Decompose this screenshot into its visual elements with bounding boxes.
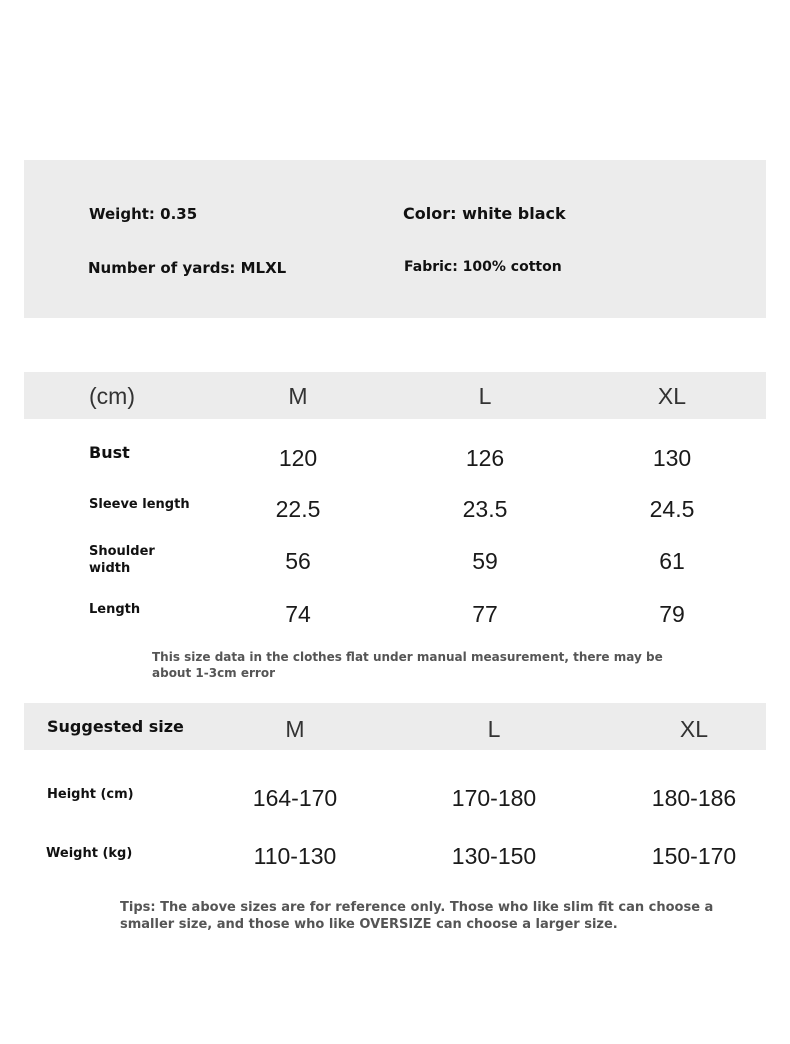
shoulder-m: 56 xyxy=(285,548,311,574)
length-xl: 79 xyxy=(659,601,685,627)
sleeve-xl: 24.5 xyxy=(649,496,695,522)
weight-m: 110-130 xyxy=(253,843,337,869)
shoulder-xl: 61 xyxy=(659,548,685,574)
measurement-note-line1: This size data in the clothes flat under manual measurement, there may be xyxy=(152,650,663,664)
weight-info: Weight: 0.35 xyxy=(89,205,198,223)
height-m: 164-170 xyxy=(252,785,338,811)
unit-label: (cm) xyxy=(89,383,135,409)
yards-info: Number of yards: MLXL xyxy=(88,259,287,277)
shoulder-l: 59 xyxy=(472,548,498,574)
bust-m: 120 xyxy=(278,445,318,471)
length-l: 77 xyxy=(472,601,498,627)
length-m: 74 xyxy=(285,601,311,627)
size-header-m: M xyxy=(288,383,308,409)
suggested-header-xl: XL xyxy=(679,716,709,742)
row-label-shoulder-2: width xyxy=(89,561,131,576)
bust-xl: 130 xyxy=(652,445,692,471)
tips-line2: smaller size, and those who like OVERSIZE can choose a larger size. xyxy=(120,917,618,932)
row-label-shoulder-1: Shoulder xyxy=(89,544,155,559)
fabric-info: Fabric: 100% cotton xyxy=(404,259,562,275)
color-info: Color: white black xyxy=(403,204,566,223)
size-header-xl: XL xyxy=(657,383,687,409)
row-label-bust: Bust xyxy=(89,443,130,462)
row-label-weight: Weight (kg) xyxy=(46,846,133,861)
tips-line1: Tips: The above sizes are for reference only. Those who like slim fit can choose a xyxy=(120,900,714,915)
suggested-header-m: M xyxy=(285,716,305,742)
suggested-size-title: Suggested size xyxy=(47,717,184,736)
row-label-height: Height (cm) xyxy=(47,787,134,802)
measurement-note-line2: about 1-3cm error xyxy=(152,666,275,680)
height-l: 170-180 xyxy=(451,785,537,811)
row-label-sleeve: Sleeve length xyxy=(89,497,190,512)
bust-l: 126 xyxy=(465,445,505,471)
size-header-l: L xyxy=(478,383,492,409)
suggested-header-l: L xyxy=(487,716,501,742)
sleeve-m: 22.5 xyxy=(275,496,321,522)
weight-l: 130-150 xyxy=(451,843,537,869)
sleeve-l: 23.5 xyxy=(462,496,508,522)
row-label-length: Length xyxy=(89,602,141,617)
height-xl: 180-186 xyxy=(651,785,737,811)
weight-xl: 150-170 xyxy=(651,843,737,869)
product-info-panel xyxy=(24,160,766,318)
